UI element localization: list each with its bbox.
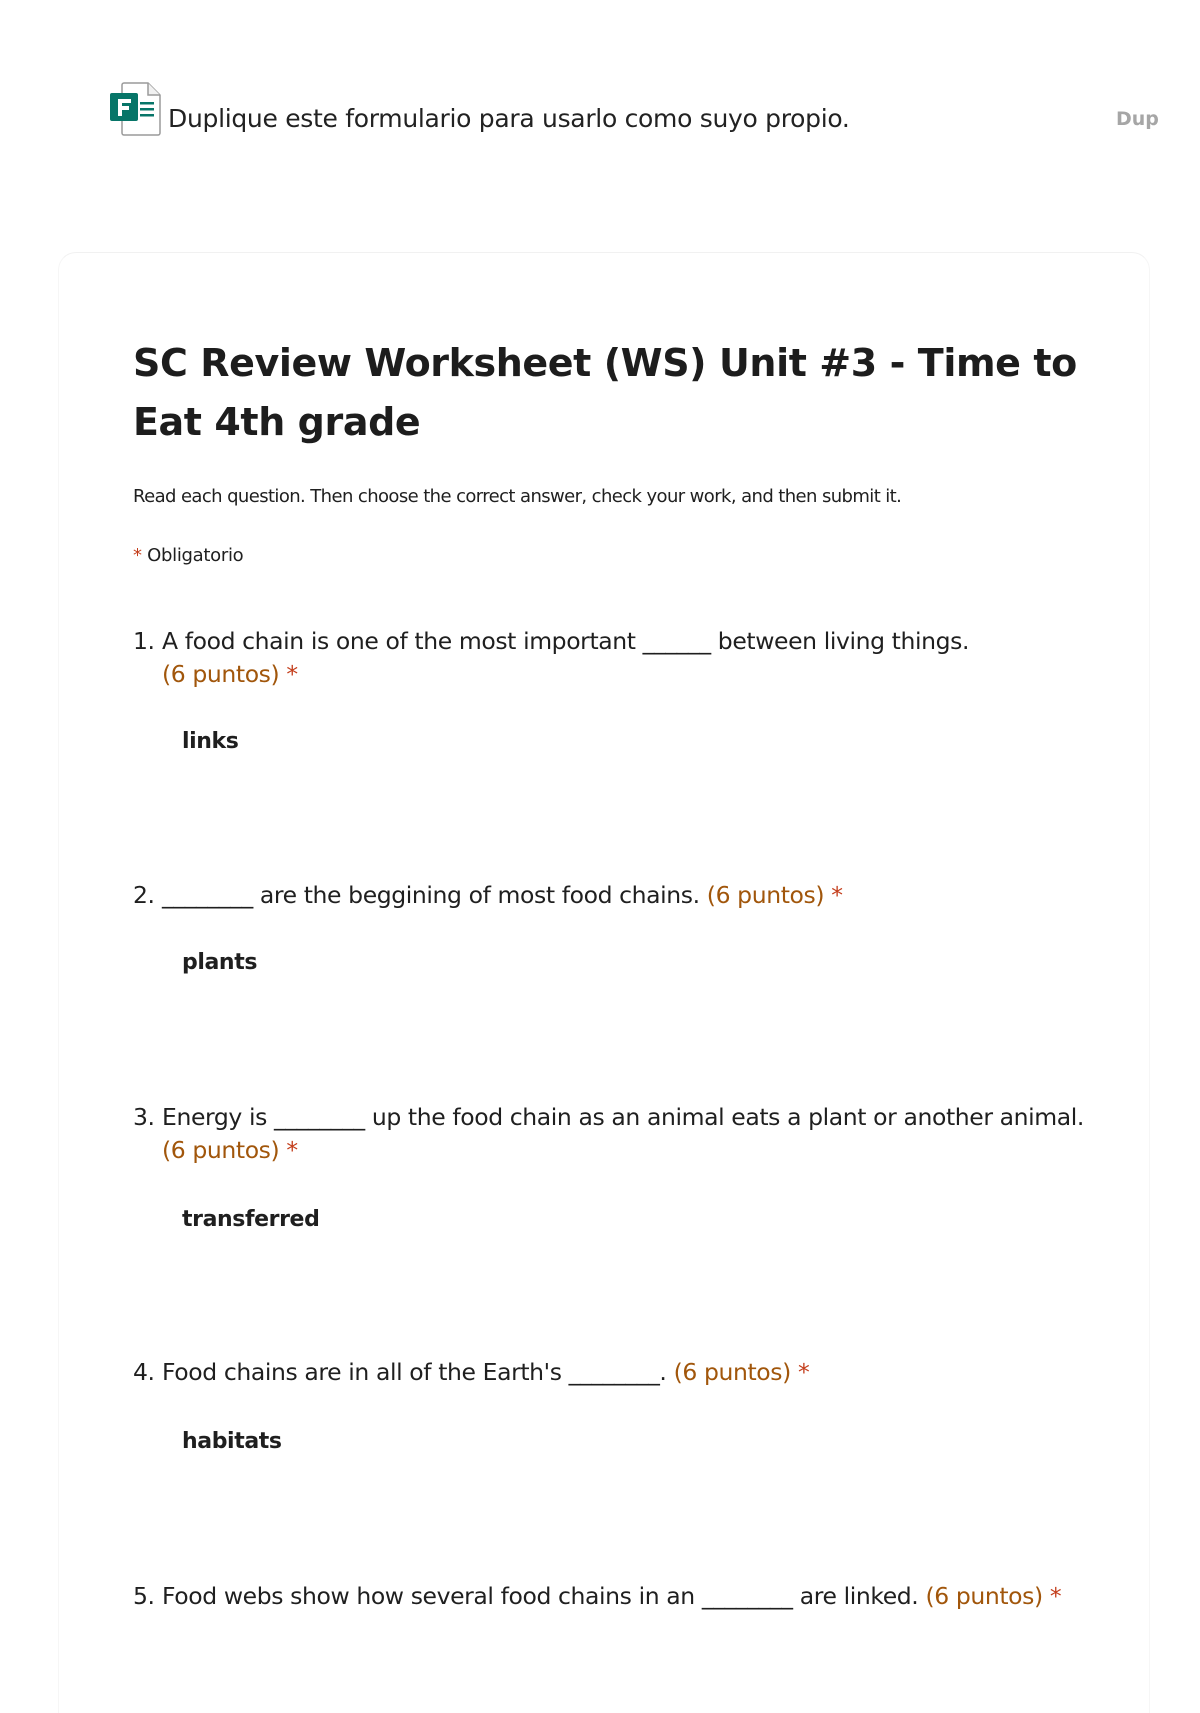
required-star: * — [1049, 1582, 1062, 1610]
answer-2[interactable]: plants — [182, 950, 258, 975]
question-number: 3. — [133, 1103, 155, 1131]
question-text: A food chain is one of the most important ______ between living things. — [162, 627, 970, 655]
question-text-block — [162, 625, 1093, 691]
answer-4[interactable]: habitats — [182, 1429, 282, 1454]
question-points: (6 puntos) — [925, 1582, 1043, 1610]
required-star: * — [286, 1136, 298, 1164]
question-number: 5. — [133, 1582, 155, 1610]
required-label: Obligatorio — [147, 545, 244, 566]
form-card — [58, 252, 1150, 1713]
question-points: (6 puntos) — [162, 1136, 280, 1164]
required-legend — [133, 545, 243, 566]
question-points: (6 puntos) — [162, 660, 280, 688]
required-star: * — [133, 545, 142, 566]
question-1 — [133, 625, 1093, 691]
question-5 — [133, 1580, 1093, 1613]
answer-1[interactable]: links — [182, 729, 239, 754]
question-points: (6 puntos) — [706, 881, 825, 909]
form-description: Read each question. Then choose the correct answer, check your work, and then submit it. — [133, 486, 902, 507]
answer-3[interactable]: transferred — [182, 1207, 320, 1232]
duplicate-banner-text: Duplique este formulario para usarlo como suyo propio. — [168, 104, 850, 133]
question-text: Food webs show how several food chains in an ________ are linked. — [162, 1582, 919, 1610]
question-text-block — [162, 1101, 1093, 1167]
duplicate-button[interactable]: Dup — [1116, 108, 1159, 130]
question-2 — [133, 879, 1093, 912]
question-text: ________ are the beggining of most food chains. — [162, 881, 700, 909]
required-star: * — [286, 660, 298, 688]
question-text-block — [162, 879, 1093, 912]
question-number: 1. — [133, 627, 155, 655]
question-4 — [133, 1356, 1093, 1389]
question-text-block — [162, 1580, 1093, 1613]
question-number: 4. — [133, 1358, 155, 1386]
duplicate-banner — [110, 80, 1160, 140]
question-text: Food chains are in all of the Earth's ________. — [162, 1358, 667, 1386]
question-points: (6 puntos) — [673, 1358, 791, 1386]
form-title: SC Review Worksheet (WS) Unit #3 - Time to Eat 4th grade — [133, 341, 1077, 444]
question-number: 2. — [133, 881, 155, 909]
microsoft-forms-icon — [110, 80, 162, 138]
required-star: * — [831, 881, 843, 909]
question-text-block — [162, 1356, 1093, 1389]
question-3 — [133, 1101, 1093, 1167]
required-star: * — [797, 1358, 810, 1386]
question-text: Energy is ________ up the food chain as an animal eats a plant or another animal. — [162, 1103, 1084, 1131]
